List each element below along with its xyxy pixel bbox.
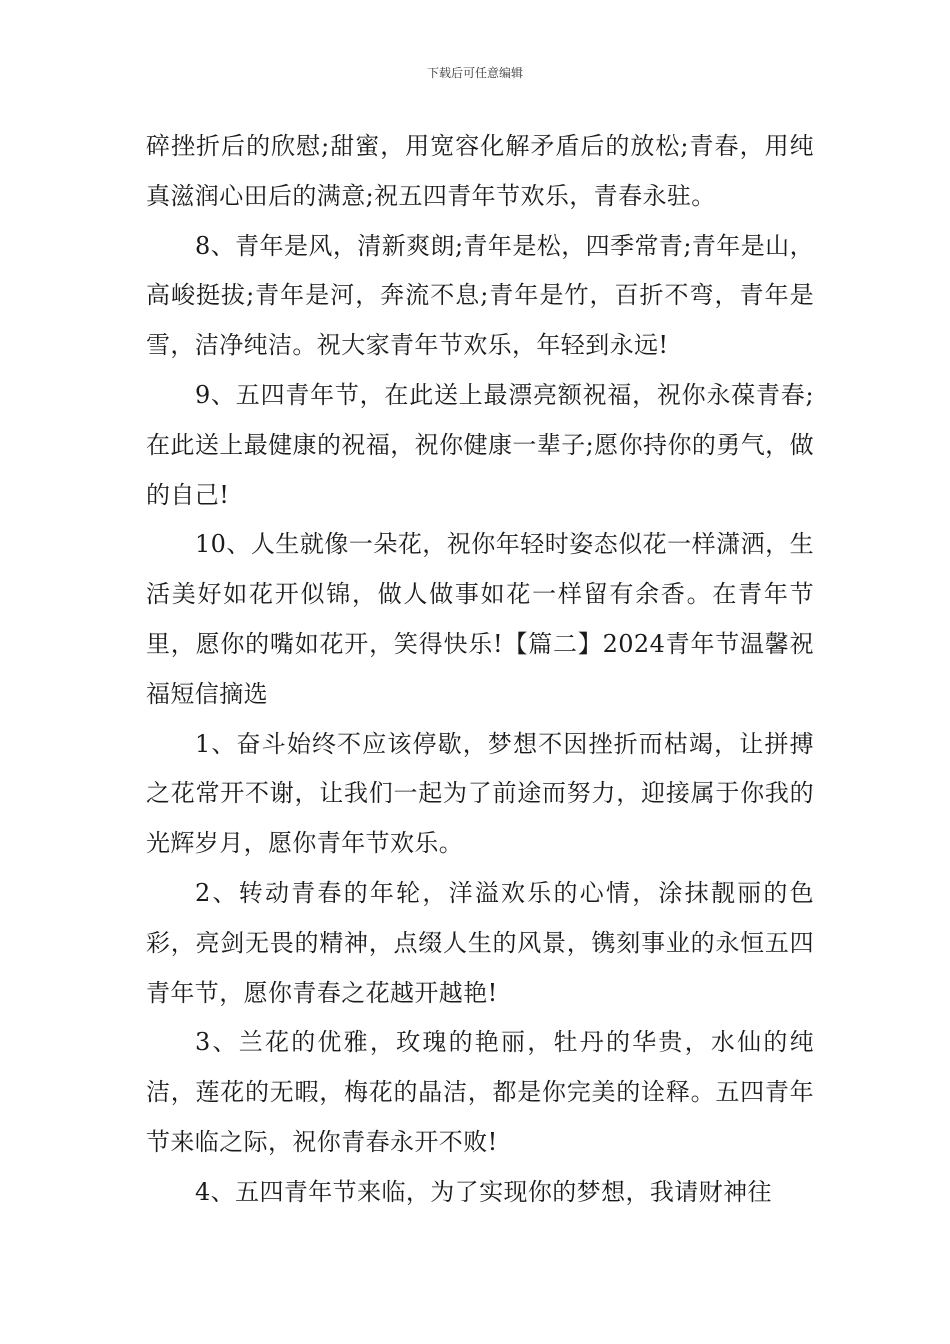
paragraph-item-4: 4、五四青年节来临，为了实现你的梦想，我请财神往 xyxy=(195,1177,772,1206)
paragraph-item-8: 8、青年是风，清新爽朗;青年是松，四季常青;青年是山，高峻挺拔;青年是河，奔流不息;青年是竹，百折不弯，青年是雪，洁净纯洁。祝大家青年节欢乐，年轻到永远! xyxy=(146,231,814,360)
document-body xyxy=(146,122,814,1218)
page-header: 下载后可任意编辑 xyxy=(426,66,523,80)
paragraph-item-2: 2、转动青春的年轮，洋溢欢乐的心情，涂抹靓丽的色彩，亮剑无畏的精神，点缀人生的风景，镌刻事业的永恒五四青年节，愿你青春之花越开越艳! xyxy=(146,878,814,1007)
paragraph-continuation: 碎挫折后的欣慰;甜蜜，用宽容化解矛盾后的放松;青春，用纯真滋润心田后的满意;祝五四青年节欢乐，青春永驻。 xyxy=(146,132,814,210)
paragraph-item-9: 9、五四青年节，在此送上最漂亮额祝福，祝你永葆青春;在此送上最健康的祝福，祝你健康一辈子;愿你持你的勇气，做的自己! xyxy=(146,380,814,509)
paragraph-item-10: 10、人生就像一朵花，祝你年轻时姿态似花一样潇洒，生活美好如花开似锦，做人做事如花一样留有余香。在青年节里，愿你的嘴如花开，笑得快乐!【篇二】2024青年节温馨祝福短信摘选 xyxy=(146,530,814,708)
paragraph-item-3: 3、兰花的优雅，玫瑰的艳丽，牡丹的华贵，水仙的纯洁，莲花的无暇，梅花的晶洁，都是你完美的诠释。五四青年节来临之际，祝你青春永开不败! xyxy=(146,1028,814,1156)
paragraph-item-1: 1、奋斗始终不应该停歇，梦想不因挫折而枯竭，让拼搏之花常开不谢，让我们一起为了前途而努力，迎接属于你我的光辉岁月，愿你青年节欢乐。 xyxy=(146,729,814,858)
